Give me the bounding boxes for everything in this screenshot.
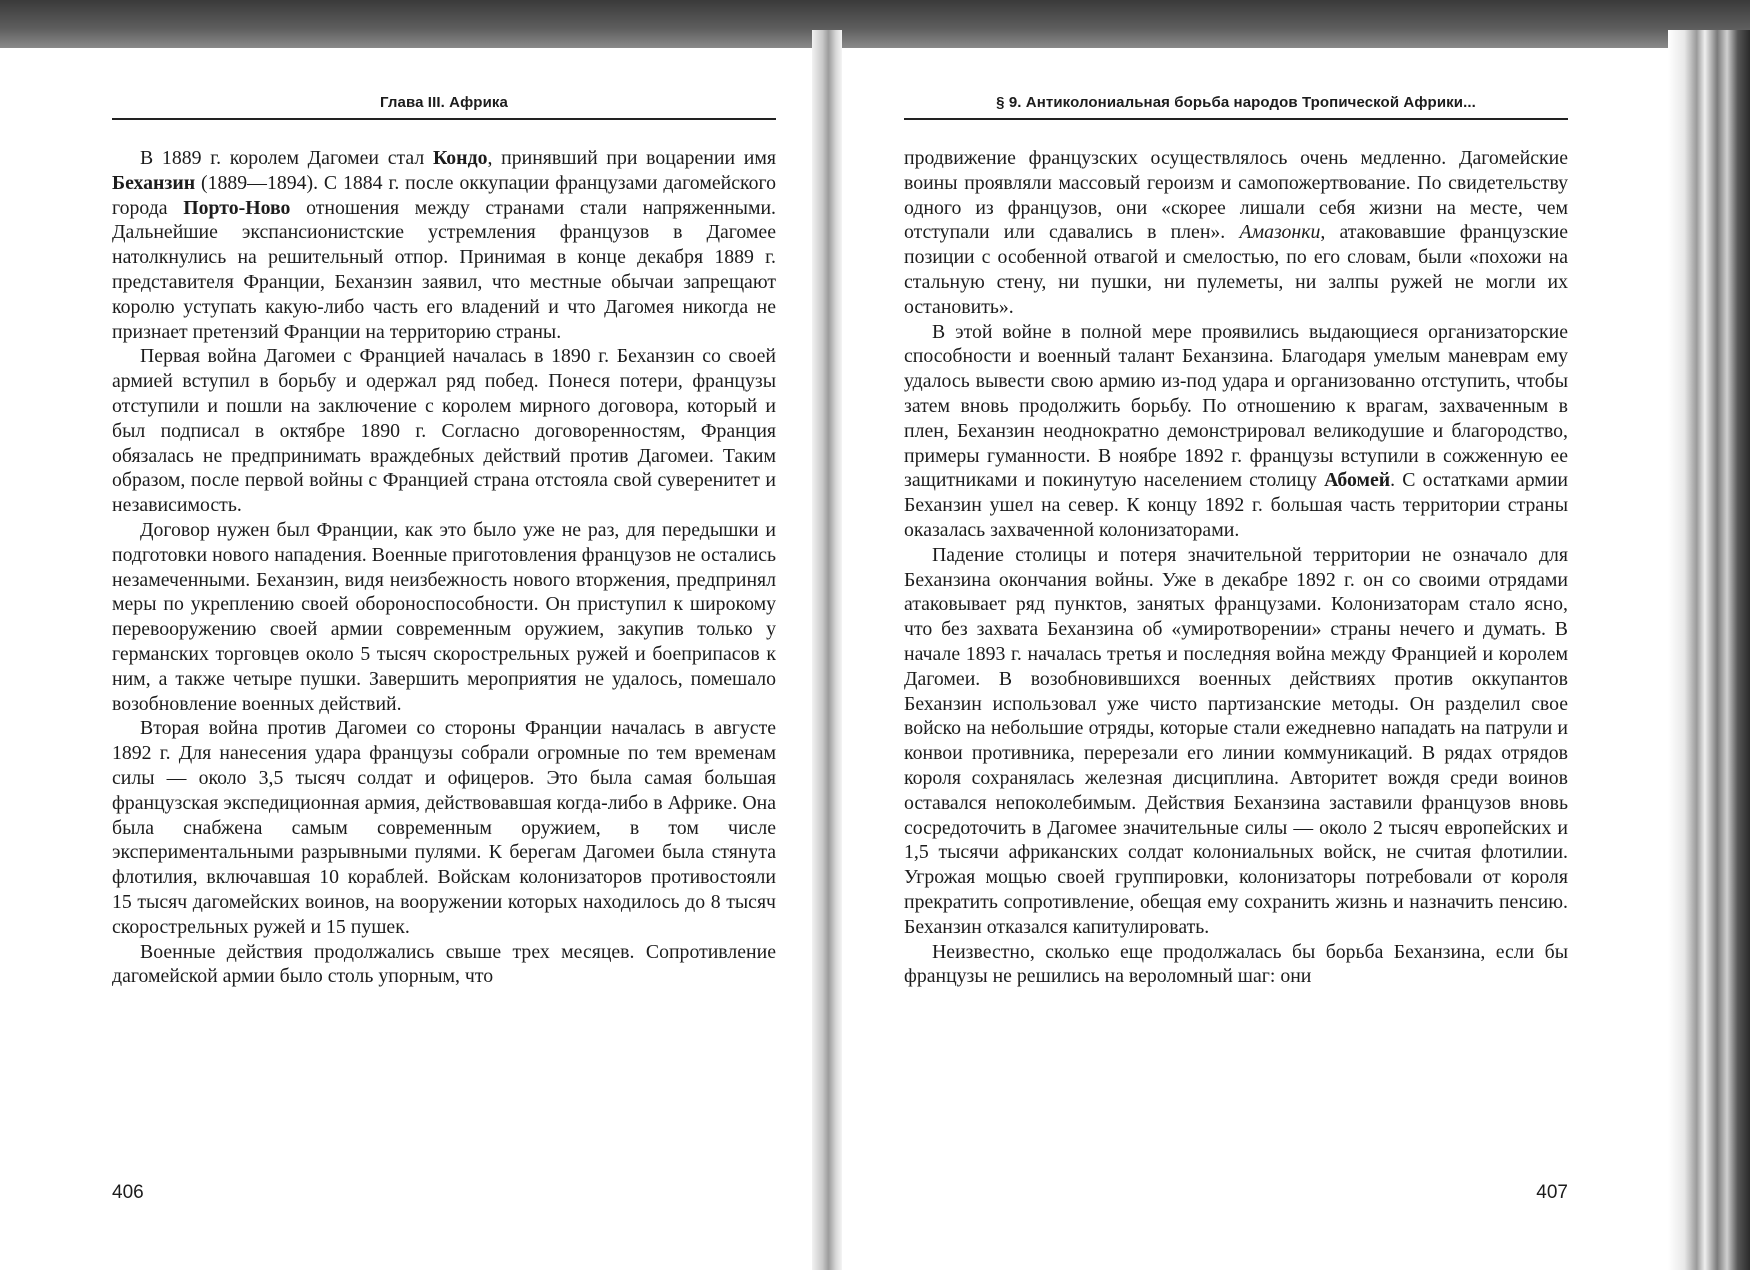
text-run: В этой войне в полной мере проявились выдающиеся организаторские способности и военный талант Беханзина. Благодаря умелым маневрам ему удалось вывести свою армию из-под удара и организованно отступить, чтобы затем вновь продолжить борьбу. По отношению к врагам, захваченным в плен, Беханзин неоднократно демонстрировал великодушие и благородство, примеры гуманности. В ноябре 1892 г. французы вступили в сожженную ее защитниками и покинутую населением столицу xyxy=(904,320,1568,492)
text-run: . С остатками армии Беханзин ушел на север. К концу 1892 г. большая часть территории страны оказалась захваченной колонизаторами. xyxy=(904,469,1568,541)
scan-top-shadow xyxy=(0,0,1750,48)
paragraph xyxy=(904,146,1568,320)
paragraph: Вторая война против Дагомеи со стороны Франции началась в августе 1892 г. Для нанесения удара французы собрали огромные по тем временам силы — около 3,5 тысяч солдат и офицеров. Это была самая большая французская экспедиционная армия, действовавшая когда-либо в Африке. Она была снабжена самым современным оружием, в том числе экспериментальными разрывными пулями. К берегам Дагомеи была стянута флотилия, включавшая 10 кораблей. Войскам колонизаторов противостояли 15 тысяч дагомейских воинов, на вооружении которых находилось до 8 тысяч скорострельных ружей и 15 пушек. xyxy=(112,717,776,938)
paragraph xyxy=(112,146,776,344)
text-run: В 1889 г. королем Дагомеи стал xyxy=(140,147,433,169)
page-body xyxy=(904,146,1568,989)
bold-term: Абомей xyxy=(1324,469,1391,492)
book-spine-shadow xyxy=(812,30,842,1270)
paragraph xyxy=(904,320,1568,543)
italic-term: Амазонки xyxy=(1239,221,1321,244)
page-body xyxy=(112,146,776,989)
bold-term: Беханзин xyxy=(112,171,196,194)
paragraph: Первая война Дагомеи с Францией началась в 1890 г. Беханзин со своей армией вступил в борьбу и одержал ряд побед. Понеся потери, французы отступили и пошли на заключение с королем мирного договора, который и был подписал в октябре 1890 г. Согласно договоренностям, Франция обязалась не предпринимать враждебных действий против Дагомеи. Таким образом, после первой войны с Францией страна отстояла свой суверенитет и независимость. xyxy=(112,345,776,517)
text-run: (1889—1894). С 1884 г. после оккупации французами дагомейского города xyxy=(112,171,776,219)
text-run: , принявший при воцарении имя xyxy=(487,147,776,169)
page-edges-shadow xyxy=(1668,30,1750,1270)
page-number: 406 xyxy=(112,1182,144,1203)
page-number: 407 xyxy=(1536,1182,1568,1203)
running-head: § 9. Антиколониальная борьба народов Тропической Африки... xyxy=(904,90,1568,120)
bold-term: Порто-Ново xyxy=(183,196,291,219)
paragraph: Падение столицы и потеря значительной территории не означало для Беханзина окончания войны. Уже в декабре 1892 г. он со своими отрядами атаковывает ряд пунктов, занятых французами. Колонизаторам стало ясно, что без захвата Беханзина об «умиротворении» страны нечего и думать. В начале 1893 г. началась третья и последняя война между Францией и королем Дагомеи. В возобновившихся военных действиях против оккупантов Беханзин использовал уже чисто партизанские методы. Он разделил свое войско на небольшие отряды, которые стали ежедневно нападать на патрули и конвои противника, перерезали его линии коммуникаций. В рядах отрядов короля сохранялась железная дисциплина. Авторитет вождя среди воинов оставался непоколебимым. Действия Беханзина заставили французов вновь сосредоточить в Дагомее значительные силы — около 2 тысяч европейских и 1,5 тысячи африканских солдат колониальных войск, не считая флотилии. Угрожая мощью своей группировки, колонизаторы потребовали от короля прекратить сопротивление, обещая ему сохранить жизнь и назначить пенсию. Беханзин отказался капитулировать. xyxy=(904,543,1568,938)
paragraph: Неизвестно, сколько еще продолжалась бы борьба Беханзина, если бы французы не решились на вероломный шаг: они xyxy=(904,940,1568,988)
paragraph: Военные действия продолжались свыше трех месяцев. Сопротивление дагомейской армии было столь упорным, что xyxy=(112,940,776,988)
bold-term: Кондо xyxy=(432,147,488,169)
running-head: Глава III. Африка xyxy=(112,90,776,120)
left-page xyxy=(112,90,776,1203)
right-page xyxy=(904,90,1568,1203)
text-run: , атаковавшие французские позиции с особенной отвагой и смелостью, по его словам, были «похожи на стальную стену, ни пушки, ни пулеметы, ни залпы ружей не могли их остановить». xyxy=(904,221,1568,318)
paragraph: Договор нужен был Франции, как это было уже не раз, для передышки и подготовки нового нападения. Военные приготовления французов не остались незамеченными. Беханзин, видя неизбежность нового вторжения, предпринял меры по укреплению своей обороноспособности. Он приступил к широкому перевооружению своей армии современным оружием, закупив только у германских торговцев около 5 тысяч скорострельных ружей и боеприпасов к ним, а также четыре пушки. Завершить мероприятия не удалось, помешало возобновление военных действий. xyxy=(112,518,776,715)
text-run: отношения между странами стали напряженными. Дальнейшие экспансионистские устремления французов в Дагомее натолкнулись на решительный отпор. Принимая в конце декабря 1889 г. представителя Франции, Беханзин заявил, что местные обычаи запрещают королю уступать какую-либо часть его владений и что Дагомея никогда не признает претензий Франции на территорию страны. xyxy=(112,196,776,343)
text-run: продвижение французских осуществлялось очень медленно. Дагомейские воины проявляли массовый героизм и самопожертвование. По свидетельству одного из французов, они «скорее лишали себя жизни на месте, чем отступали или сдавались в плен». xyxy=(904,147,1568,244)
